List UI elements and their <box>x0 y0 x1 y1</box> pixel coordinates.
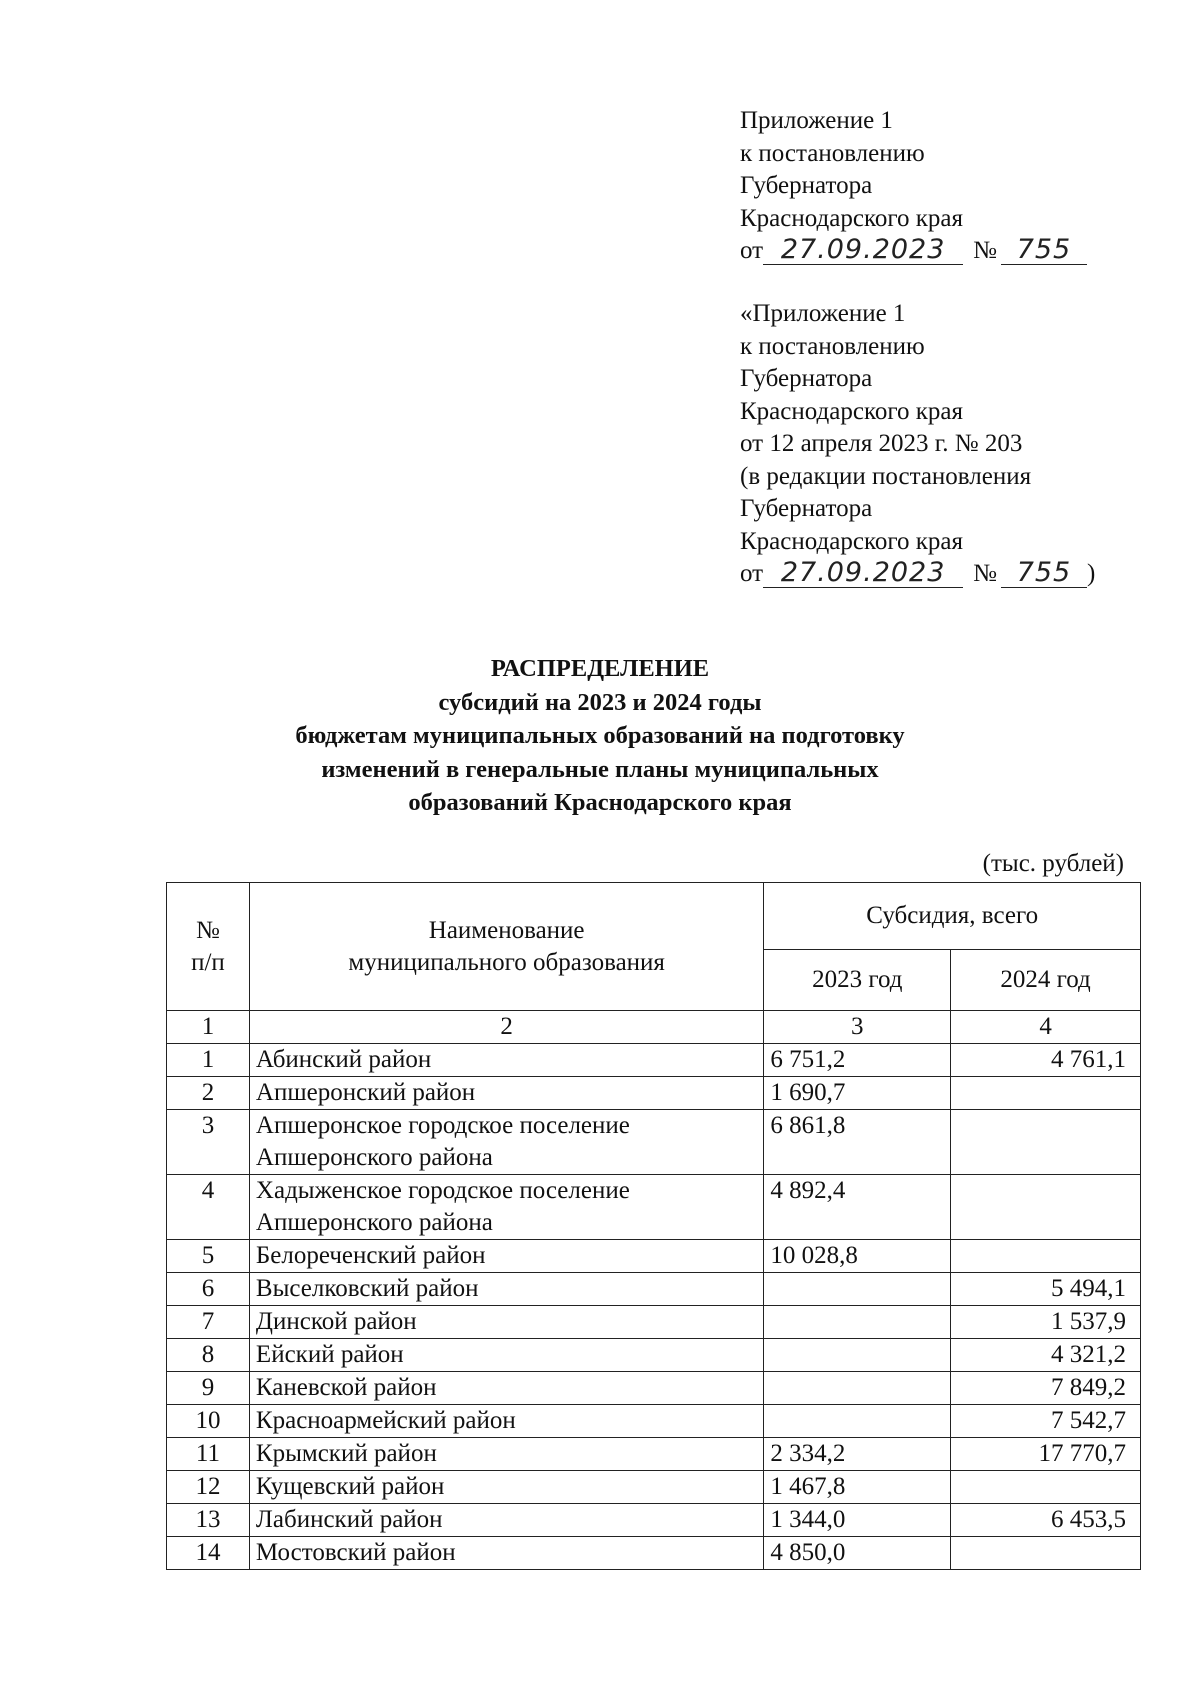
row-number: 4 <box>167 1175 250 1240</box>
row-value-2023 <box>764 1372 951 1405</box>
header-total: Субсидия, всего <box>764 883 1141 950</box>
title-line-2: субсидий на 2023 и 2024 годы <box>438 688 762 716</box>
row-value-2023: 4 850,0 <box>764 1537 951 1570</box>
appendix-original-line-7: Губернатора <box>740 495 873 522</box>
table-row <box>167 1372 1141 1405</box>
document-title <box>200 652 1000 820</box>
row-value-2023: 2 334,2 <box>764 1438 951 1471</box>
appendix-current-block <box>740 105 1160 268</box>
row-name: Белореченский район <box>249 1240 763 1273</box>
handwritten-date: 27.09.2023 <box>763 559 963 588</box>
title-line-4: изменений в генеральные планы муниципальных <box>321 755 879 783</box>
row-value-2023: 1 467,8 <box>764 1471 951 1504</box>
row-name: Каневской район <box>249 1372 763 1405</box>
row-value-2023: 6 751,2 <box>764 1044 951 1077</box>
header-name <box>249 883 763 1011</box>
header-2023: 2023 год <box>764 950 951 1011</box>
row-name: Хадыженское городское поселение Апшеронского района <box>249 1175 763 1240</box>
date-prefix: от <box>740 237 764 264</box>
row-value-2023 <box>764 1339 951 1372</box>
row-number: 9 <box>167 1372 250 1405</box>
appendix-original-line-4: Краснодарского края <box>740 397 963 425</box>
header-num <box>167 883 250 1011</box>
row-number: 5 <box>167 1240 250 1273</box>
number-sign: № <box>973 560 997 587</box>
header-name-text: Наименование муниципального образования <box>348 916 665 976</box>
table-row <box>167 1471 1141 1504</box>
row-value-2023: 1 344,0 <box>764 1504 951 1537</box>
title-line-1: РАСПРЕДЕЛЕНИЕ <box>490 655 710 682</box>
index-cell: 4 <box>951 1011 1141 1044</box>
appendix-original-date-line <box>740 558 1160 591</box>
table-row <box>167 1175 1141 1240</box>
row-value-2024 <box>951 1077 1141 1110</box>
appendix-current-line-3: Губернатора <box>740 172 873 199</box>
appendix-original-line-6: (в редакции постановления <box>740 462 1032 490</box>
table-row <box>167 1438 1141 1471</box>
row-name: Апшеронский район <box>249 1077 763 1110</box>
row-name: Мостовский район <box>249 1537 763 1570</box>
table-row <box>167 1504 1141 1537</box>
closing-paren: ) <box>1086 560 1096 587</box>
index-cell: 1 <box>167 1011 250 1044</box>
title-line-5: образований Краснодарского края <box>408 789 792 816</box>
row-value-2023: 10 028,8 <box>764 1240 951 1273</box>
row-value-2023 <box>764 1306 951 1339</box>
row-value-2023: 1 690,7 <box>764 1077 951 1110</box>
row-value-2023 <box>764 1273 951 1306</box>
title-line-3: бюджетам муниципальных образований на подготовку <box>295 722 905 749</box>
appendix-current-line-4: Краснодарского края <box>740 204 963 232</box>
row-number: 11 <box>167 1438 250 1471</box>
appendix-original-line-3: Губернатора <box>740 365 873 392</box>
row-number: 6 <box>167 1273 250 1306</box>
index-row <box>167 1011 1141 1044</box>
row-value-2024: 17 770,7 <box>951 1438 1141 1471</box>
row-name: Абинский район <box>249 1044 763 1077</box>
row-value-2024 <box>951 1175 1141 1240</box>
row-number: 12 <box>167 1471 250 1504</box>
row-number: 14 <box>167 1537 250 1570</box>
table-row <box>167 1339 1141 1372</box>
row-name: Ейский район <box>249 1339 763 1372</box>
handwritten-number: 755 <box>1001 559 1087 588</box>
index-cell: 2 <box>249 1011 763 1044</box>
row-name: Красноармейский район <box>249 1405 763 1438</box>
table-row <box>167 1306 1141 1339</box>
index-cell: 3 <box>764 1011 951 1044</box>
handwritten-number: 755 <box>1001 236 1087 265</box>
table-row <box>167 1044 1141 1077</box>
table-row <box>167 1110 1141 1175</box>
appendix-current-line-2: к постановлению <box>740 139 925 167</box>
row-number: 8 <box>167 1339 250 1372</box>
appendix-current-line-1: Приложение 1 <box>740 107 893 134</box>
row-number: 13 <box>167 1504 250 1537</box>
appendix-original-block <box>740 298 1160 591</box>
row-value-2023: 4 892,4 <box>764 1175 951 1240</box>
row-value-2024: 4 321,2 <box>951 1339 1141 1372</box>
table-body <box>167 1044 1141 1570</box>
number-sign: № <box>973 237 997 264</box>
row-value-2024: 7 849,2 <box>951 1372 1141 1405</box>
row-name: Крымский район <box>249 1438 763 1471</box>
table-row <box>167 1240 1141 1273</box>
subsidy-table <box>166 882 1141 1570</box>
row-number: 2 <box>167 1077 250 1110</box>
row-value-2024: 5 494,1 <box>951 1273 1141 1306</box>
row-name: Динской район <box>249 1306 763 1339</box>
date-prefix: от <box>740 560 764 587</box>
appendix-original-line-1: «Приложение 1 <box>740 300 906 327</box>
row-value-2024: 4 761,1 <box>951 1044 1141 1077</box>
row-value-2024: 6 453,5 <box>951 1504 1141 1537</box>
row-number: 3 <box>167 1110 250 1175</box>
units-label: (тыс. рублей) <box>982 850 1124 877</box>
row-value-2024 <box>951 1471 1141 1504</box>
row-value-2023 <box>764 1405 951 1438</box>
handwritten-date: 27.09.2023 <box>763 236 963 265</box>
table-row <box>167 1273 1141 1306</box>
header-2024: 2024 год <box>951 950 1141 1011</box>
row-number: 10 <box>167 1405 250 1438</box>
table-row <box>167 1405 1141 1438</box>
row-value-2024 <box>951 1240 1141 1273</box>
row-name: Лабинский район <box>249 1504 763 1537</box>
row-number: 1 <box>167 1044 250 1077</box>
row-value-2024: 7 542,7 <box>951 1405 1141 1438</box>
row-name: Выселковский район <box>249 1273 763 1306</box>
row-value-2023: 6 861,8 <box>764 1110 951 1175</box>
appendix-current-date-line <box>740 235 1160 268</box>
appendix-original-line-2: к постановлению <box>740 332 925 360</box>
row-value-2024 <box>951 1537 1141 1570</box>
header-num-text: № п/п <box>191 916 225 976</box>
table-row <box>167 1077 1141 1110</box>
appendix-original-line-8: Краснодарского края <box>740 527 963 555</box>
row-name: Апшеронское городское поселение Апшеронского района <box>249 1110 763 1175</box>
table-row <box>167 1537 1141 1570</box>
row-value-2024 <box>951 1110 1141 1175</box>
row-name: Кущевский район <box>249 1471 763 1504</box>
row-number: 7 <box>167 1306 250 1339</box>
row-value-2024: 1 537,9 <box>951 1306 1141 1339</box>
appendix-original-line-5: от 12 апреля 2023 г. № 203 <box>740 430 1023 457</box>
